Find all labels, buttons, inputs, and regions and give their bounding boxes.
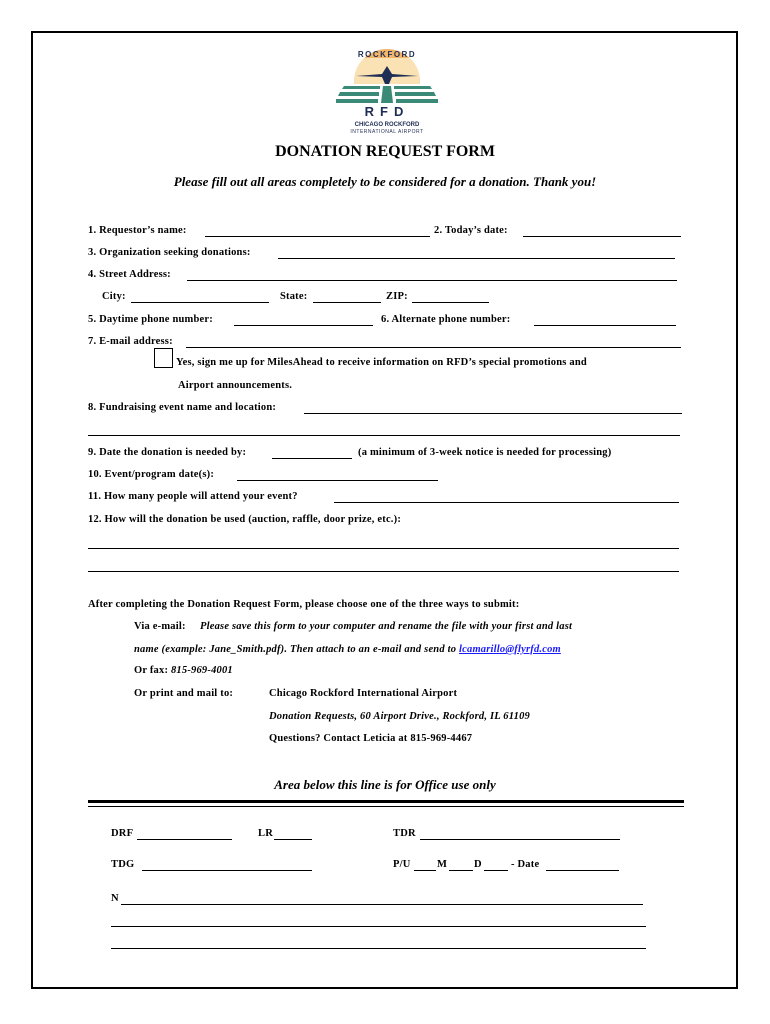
n-label: N bbox=[111, 893, 119, 904]
fundraising-field[interactable] bbox=[304, 413, 682, 414]
notes-field-line-2[interactable] bbox=[111, 926, 646, 927]
notes-field-line-1[interactable] bbox=[121, 904, 643, 905]
fundraising-label: 8. Fundraising event name and location: bbox=[88, 402, 277, 413]
logo-mid-text: RFD bbox=[364, 104, 410, 119]
date-field[interactable] bbox=[546, 870, 619, 871]
office-use-heading: Area below this line is for Office use only bbox=[274, 777, 496, 792]
requestor-name-label: 1. Requestor’s name: bbox=[88, 225, 187, 236]
daytime-phone-field[interactable] bbox=[234, 325, 373, 326]
todays-date-field[interactable] bbox=[523, 236, 681, 237]
date-needed-field[interactable] bbox=[272, 458, 352, 459]
fax-method bbox=[134, 665, 233, 676]
state-field[interactable] bbox=[313, 302, 381, 303]
tdr-field[interactable] bbox=[420, 839, 620, 840]
state-label: State: bbox=[280, 291, 308, 302]
city-field[interactable] bbox=[131, 302, 269, 303]
milesahead-checkbox[interactable] bbox=[154, 348, 173, 368]
email-method-text-2 bbox=[134, 644, 561, 655]
office-divider-thin bbox=[88, 806, 684, 807]
logo-bottom-text-2: INTERNATIONAL AIRPORT bbox=[350, 129, 424, 135]
email-label: 7. E-mail address: bbox=[88, 336, 173, 347]
mail-method-label: Or print and mail to: bbox=[134, 688, 234, 699]
drf-field[interactable] bbox=[137, 839, 232, 840]
usage-label: 12. How will the donation be used (auction, raffle, door prize, etc.): bbox=[88, 514, 402, 525]
date-needed-label: 9. Date the donation is needed by: bbox=[88, 447, 247, 458]
requestor-name-field[interactable] bbox=[205, 236, 430, 237]
submit-intro: After completing the Donation Request Form, please choose one of the three ways to submit: bbox=[88, 599, 520, 610]
street-address-label: 4. Street Address: bbox=[88, 269, 171, 280]
zip-field[interactable] bbox=[412, 302, 489, 303]
attendance-label: 11. How many people will attend your event? bbox=[88, 491, 298, 502]
date-label: - Date bbox=[511, 859, 540, 870]
pu-label: P/U bbox=[393, 859, 411, 870]
usage-field-line-2[interactable] bbox=[88, 571, 679, 572]
lr-label: LR bbox=[258, 828, 273, 839]
lr-field[interactable] bbox=[274, 839, 312, 840]
street-address-field[interactable] bbox=[187, 280, 677, 281]
email-method-instructions: name (example: Jane_Smith.pdf). Then attach to an e-mail and send to bbox=[134, 644, 460, 655]
todays-date-label: 2. Today’s date: bbox=[434, 225, 508, 236]
email-method-label: Via e-mail: bbox=[134, 621, 186, 632]
tdg-label: TDG bbox=[111, 859, 135, 870]
city-label: City: bbox=[102, 291, 126, 302]
drf-label: DRF bbox=[111, 828, 134, 839]
notes-field-line-3[interactable] bbox=[111, 948, 646, 949]
m-label: M bbox=[437, 859, 448, 870]
office-divider-thick bbox=[88, 800, 684, 803]
daytime-phone-label: 5. Daytime phone number: bbox=[88, 314, 213, 325]
email-address-link[interactable]: lcamarillo@flyrfd.com bbox=[459, 644, 561, 655]
alternate-phone-label: 6. Alternate phone number: bbox=[381, 314, 511, 325]
mail-address-line-2: Donation Requests, 60 Airport Drive., Rockford, IL 61109 bbox=[269, 711, 530, 722]
attendance-field[interactable] bbox=[334, 502, 679, 503]
event-dates-label: 10. Event/program date(s): bbox=[88, 469, 215, 480]
organization-field[interactable] bbox=[278, 258, 675, 259]
organization-label: 3. Organization seeking donations: bbox=[88, 247, 251, 258]
email-method-text-1: Please save this form to your computer and rename the file with your first and last bbox=[200, 621, 573, 632]
zip-label: ZIP: bbox=[386, 291, 408, 302]
rfd-airport-logo bbox=[336, 40, 438, 136]
tdr-label: TDR bbox=[393, 828, 416, 839]
d-field[interactable] bbox=[484, 870, 508, 871]
pu-field[interactable] bbox=[414, 870, 436, 871]
logo-top-text: ROCKFORD bbox=[357, 50, 417, 59]
d-label: D bbox=[474, 859, 482, 870]
mail-address-line-1: Chicago Rockford International Airport bbox=[269, 688, 458, 699]
email-field[interactable] bbox=[186, 347, 681, 348]
questions-contact: Questions? Contact Leticia at 815-969-4467 bbox=[269, 733, 473, 744]
event-dates-field[interactable] bbox=[237, 480, 438, 481]
form-title: DONATION REQUEST FORM bbox=[275, 143, 495, 160]
m-field[interactable] bbox=[449, 870, 473, 871]
fax-number: 815-969-4001 bbox=[170, 665, 233, 676]
form-subtitle: Please fill out all areas completely to be considered for a donation. Thank you! bbox=[173, 174, 597, 189]
tdg-field[interactable] bbox=[142, 870, 312, 871]
fundraising-field-line-2[interactable] bbox=[88, 435, 680, 436]
usage-field-line-1[interactable] bbox=[88, 548, 679, 549]
date-needed-note: (a minimum of 3-week notice is needed for processing) bbox=[358, 447, 612, 458]
milesahead-text-2: Airport announcements. bbox=[178, 380, 293, 391]
alternate-phone-field[interactable] bbox=[534, 325, 676, 326]
milesahead-text-1: Yes, sign me up for MilesAhead to receive information on RFD’s special promotions and bbox=[176, 357, 587, 368]
logo-bottom-text-1: CHICAGO ROCKFORD bbox=[354, 122, 420, 128]
fax-label: Or fax: bbox=[134, 665, 169, 676]
